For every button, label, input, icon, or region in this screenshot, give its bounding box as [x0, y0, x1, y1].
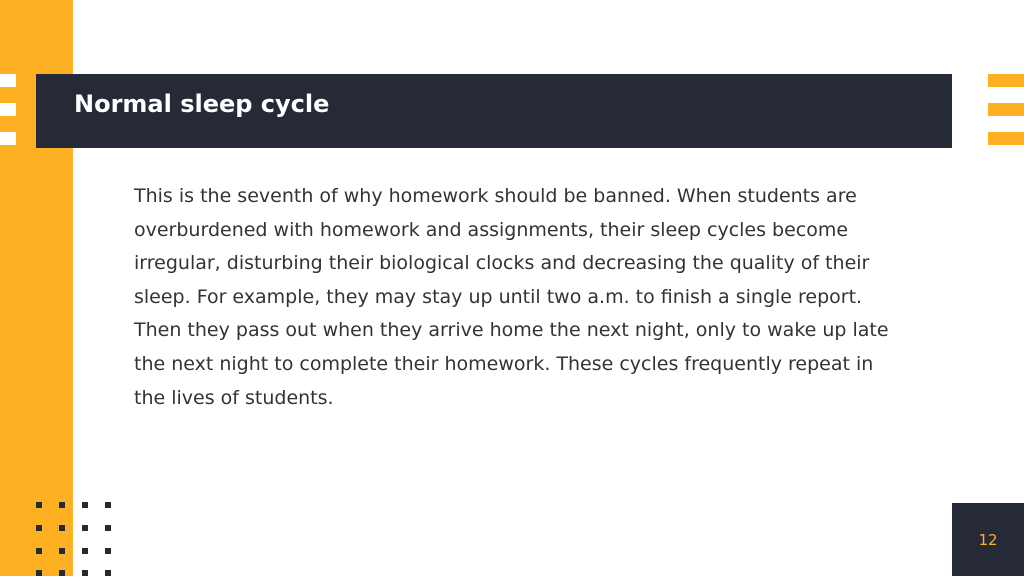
left-stripe-decoration: [0, 74, 16, 87]
dot-grid-decoration: [36, 502, 116, 582]
left-stripe-decoration: [0, 103, 16, 116]
dot: [59, 525, 65, 531]
left-stripe-decoration: [0, 132, 16, 145]
right-stripe-decoration: [988, 74, 1024, 87]
dot: [59, 570, 65, 576]
right-stripe-decoration: [988, 103, 1024, 116]
dot: [59, 502, 65, 508]
right-stripe-decoration: [988, 132, 1024, 145]
dot: [82, 525, 88, 531]
dot: [59, 548, 65, 554]
dot: [82, 548, 88, 554]
dot: [36, 570, 42, 576]
dot: [82, 502, 88, 508]
dot: [82, 570, 88, 576]
dot: [36, 502, 42, 508]
page-number: 12: [978, 531, 998, 549]
dot: [105, 570, 111, 576]
slide-body-text: This is the seventh of why homework should be banned. When students are overburdened with homework and assignments, their sleep cycles become irregular, disturbing their biological clocks and decreasing the quality of their sleep. For example, they may stay up until two a.m. to finish a single report. Then they pass out when they arrive home the next night, only to wake up late the next night to complete their homework. These cycles frequently repeat in the lives of students.: [134, 185, 889, 409]
slide-title: Normal sleep cycle: [74, 90, 330, 118]
dot: [36, 548, 42, 554]
dot: [105, 525, 111, 531]
dot: [36, 525, 42, 531]
dot: [105, 502, 111, 508]
dot: [105, 548, 111, 554]
